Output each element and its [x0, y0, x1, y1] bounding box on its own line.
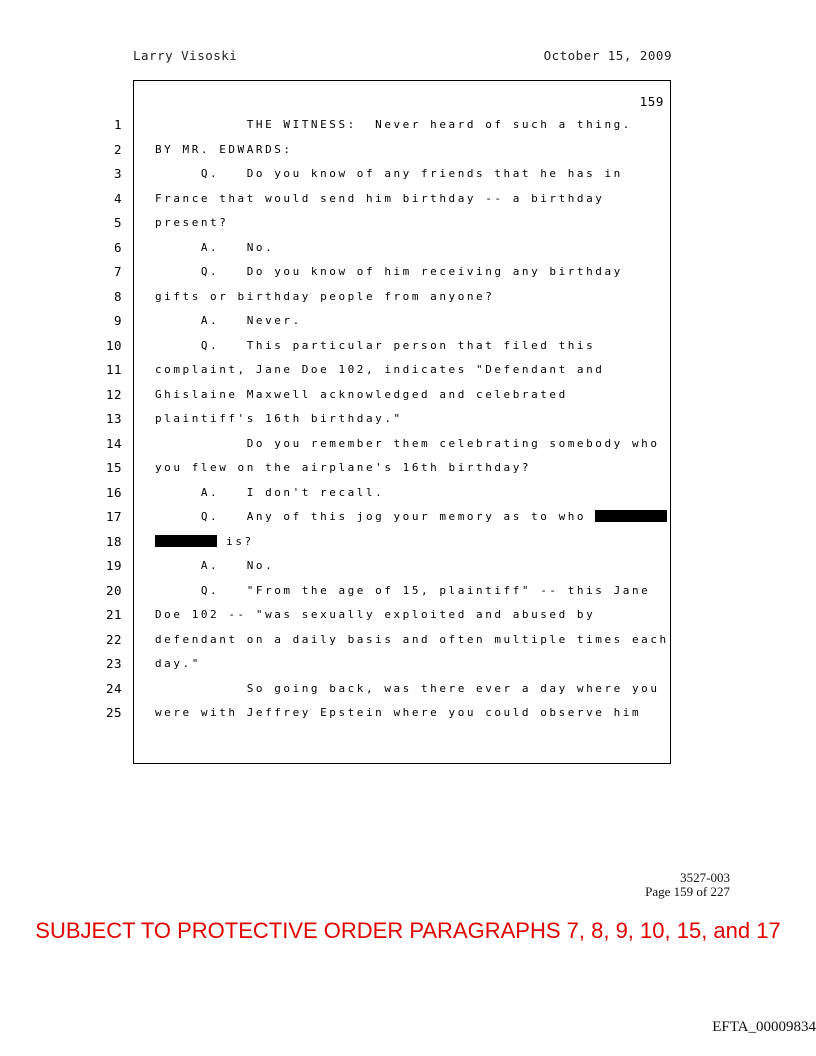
line-number: 6 — [113, 239, 122, 255]
line-number: 3 — [113, 166, 122, 181]
line-number: 21 — [105, 607, 122, 622]
transcript-line — [155, 535, 254, 548]
line-number: 14 — [105, 435, 122, 451]
line-number: 19 — [105, 558, 122, 573]
bates-number: EFTA_00009834 — [712, 1019, 816, 1035]
line-number: 20 — [105, 582, 122, 598]
transcript-line: A. I don't recall. — [155, 485, 385, 499]
transcript-line: France that would send him birthday -- a birthday — [155, 191, 605, 205]
transcript-line: A. No. — [155, 559, 275, 572]
transcript-line: Q. "From the age of 15, plaintiff" -- this Jane — [155, 583, 651, 597]
line-number: 12 — [105, 386, 122, 402]
line-number: 15 — [105, 460, 122, 475]
line-number: 9 — [113, 313, 122, 328]
line-number: 22 — [105, 631, 122, 647]
transcript-line: Do you remember them celebrating somebody who — [155, 436, 660, 450]
line-number: 24 — [105, 680, 122, 696]
transcript-line: gifts or birthday people from anyone? — [155, 289, 495, 303]
line-number: 23 — [105, 656, 122, 671]
transcript-line: plaintiff's 16th birthday." — [155, 412, 403, 425]
transcript-line: you flew on the airplane's 16th birthday? — [155, 461, 532, 474]
protective-order-notice: SUBJECT TO PROTECTIVE ORDER PARAGRAPHS 7, 8, 9, 10, 15, and 17 — [35, 918, 781, 943]
line-number: 18 — [105, 533, 122, 549]
deposition-date: October 15, 2009 — [543, 48, 672, 63]
redaction-block — [595, 510, 667, 522]
case-number: 3527-003 — [680, 870, 730, 885]
line-number: 8 — [113, 288, 122, 304]
line-number: 11 — [105, 362, 122, 377]
transcript-line-text: Q. Any of this jog your memory as to who — [155, 510, 596, 523]
line-number: 17 — [105, 509, 122, 524]
transcript-line: Q. This particular person that filed this — [155, 338, 596, 352]
transcript-line: THE WITNESS: Never heard of such a thing. — [155, 118, 632, 131]
transcript-line: day." — [155, 657, 201, 670]
transcript-line: defendant on a daily basis and often multiple times each — [155, 632, 669, 646]
line-number: 16 — [105, 484, 122, 500]
transcript-line: So going back, was there ever a day where you — [155, 681, 660, 695]
transcript-line-text: is? — [217, 534, 254, 548]
line-number: 4 — [113, 190, 122, 206]
witness-name: Larry Visoski — [133, 48, 238, 63]
line-number: 25 — [105, 705, 122, 720]
transcript-line: Ghislaine Maxwell acknowledged and celebrated — [155, 387, 568, 401]
line-number: 13 — [105, 411, 122, 426]
transcript-page-number: 159 — [639, 94, 664, 109]
line-number: 2 — [113, 141, 122, 157]
line-number: 1 — [113, 117, 122, 132]
page-of-total: Page 159 of 227 — [645, 884, 730, 899]
transcript-line — [155, 510, 667, 523]
line-number: 10 — [105, 337, 122, 353]
transcript-line: Q. Do you know of him receiving any birthday — [155, 265, 623, 278]
transcript-line: were with Jeffrey Epstein where you could observe him — [155, 706, 642, 719]
line-number: 5 — [113, 215, 122, 230]
transcript-line: present? — [155, 216, 229, 229]
transcript-line: A. Never. — [155, 314, 302, 327]
line-number: 7 — [113, 264, 122, 279]
transcript-line: A. No. — [155, 240, 275, 254]
transcript-line: complaint, Jane Doe 102, indicates "Defendant and — [155, 363, 605, 376]
transcript-line: BY MR. EDWARDS: — [155, 142, 293, 156]
redaction-block — [155, 535, 217, 547]
transcript-line: Q. Do you know of any friends that he has in — [155, 167, 623, 180]
transcript-line: Doe 102 -- "was sexually exploited and abused by — [155, 608, 596, 621]
